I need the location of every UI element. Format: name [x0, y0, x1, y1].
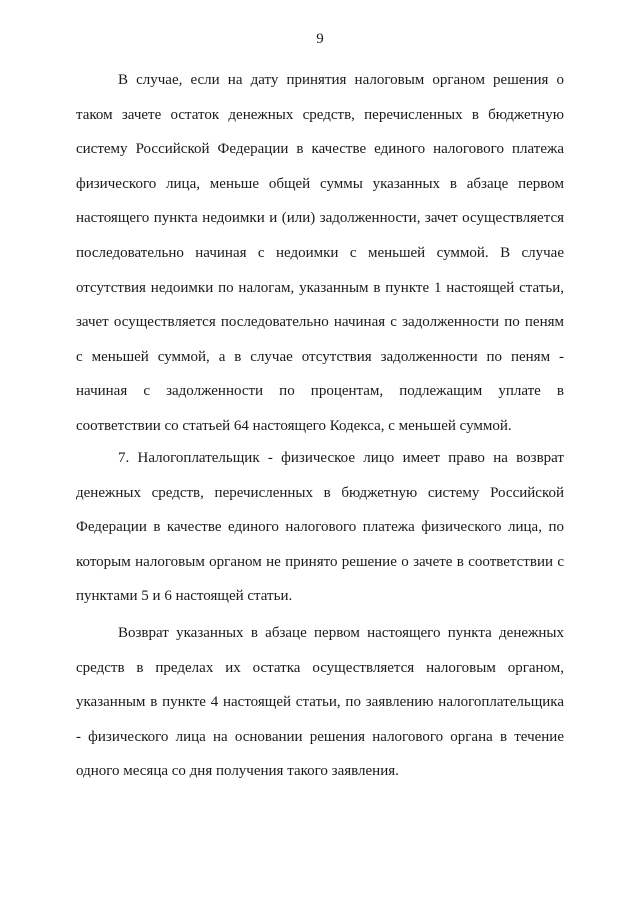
paragraph-zachet-remainder: В случае, если на дату принятия налоговым органом решения о таком зачете остаток денежных средств, перечисленных в бюджетную систему Российской Федерации в качестве единого налогового платежа физического лица, меньше общей суммы указанных в абзаце первом настоящего пункта недоимки и (или) задолженности, зачет осуществляется последовательно начиная с недоимки с меньшей суммой. В случае отсутствия недоимки по налогам, указанным в пункте 1 настоящей статьи, зачет осуществляется последовательно начиная с задолженности по пеням с меньшей суммой, а в случае отсутствия задолженности по пеням - начиная с задолженности по процентам, подлежащим уплате в соответствии со статьей 64 настоящего Кодекса, с меньшей суммой. [76, 72, 564, 434]
page-number: 9 [316, 31, 324, 47]
paragraph-refund-procedure: Возврат указанных в абзаце первом настоящего пункта денежных средств в пределах их остатка осуществляется налоговым органом, указанным в пункте 4 настоящей статьи, по заявлению налогоплательщика - физического лица на основании решения налогового органа в течение одного месяца со дня получения такого заявления. [76, 625, 564, 780]
paragraph-item-7-refund-right: 7. Налогоплательщик - физическое лицо имеет право на возврат денежных средств, перечисленных в бюджетную систему Российской Федерации в качестве единого налогового платежа физического лица, по которым налоговым органом не принято решение о зачете в соответствии с пунктами 5 и 6 настоящей статьи. [76, 450, 564, 605]
